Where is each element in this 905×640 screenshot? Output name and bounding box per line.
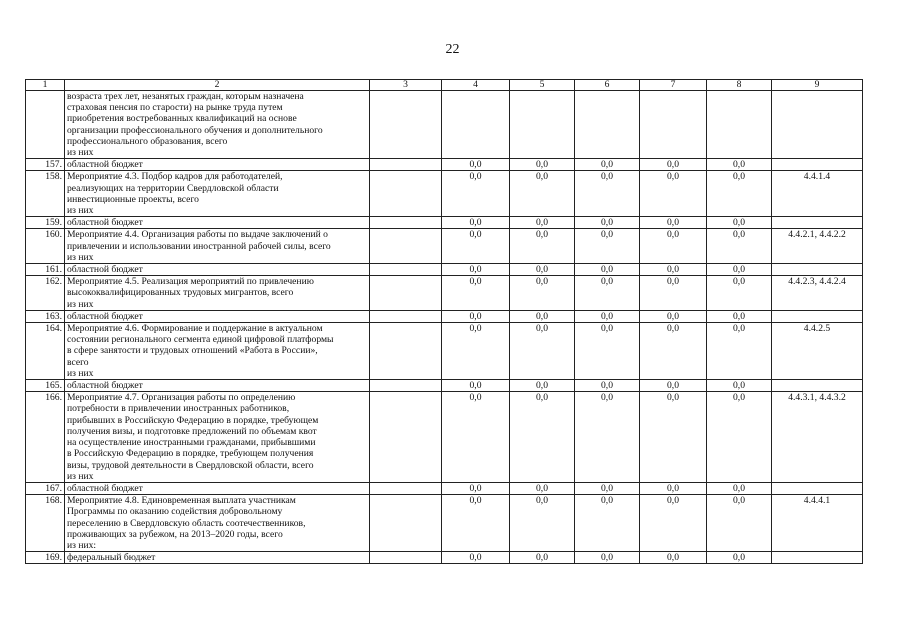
column-7-cell: 0,0 [640,323,707,380]
column-4-cell: 0,0 [442,229,510,264]
column-6-cell: 0,0 [575,159,640,171]
column-6-cell: 0,0 [575,323,640,380]
column-3-cell [370,91,442,159]
row-number-cell: 158. [26,171,65,217]
column-6-cell: 0,0 [575,495,640,552]
code-cell [772,552,863,564]
table-row [26,482,863,494]
column-5-cell: 0,0 [510,323,575,380]
row-number-cell: 165. [26,380,65,392]
column-8-cell: 0,0 [707,159,772,171]
code-cell [772,217,863,229]
column-5-cell [510,91,575,159]
header-cell: 7 [640,80,707,91]
column-4-cell: 0,0 [442,310,510,322]
description-cell: областной бюджет [65,217,370,229]
table-row [26,264,863,276]
column-6-cell: 0,0 [575,171,640,217]
column-7-cell: 0,0 [640,159,707,171]
table-row [26,495,863,552]
code-cell: 4.4.2.1, 4.4.2.2 [772,229,863,264]
column-8-cell: 0,0 [707,392,772,483]
column-4-cell: 0,0 [442,264,510,276]
column-8-cell: 0,0 [707,229,772,264]
row-number-cell: 164. [26,323,65,380]
column-4-cell: 0,0 [442,217,510,229]
table-row [26,229,863,264]
column-5-cell: 0,0 [510,159,575,171]
header-cell: 5 [510,80,575,91]
table-row [26,276,863,311]
column-4-cell: 0,0 [442,392,510,483]
column-8-cell: 0,0 [707,495,772,552]
table-row [26,323,863,380]
table-row [26,310,863,322]
column-4-cell: 0,0 [442,323,510,380]
column-4-cell: 0,0 [442,482,510,494]
column-5-cell: 0,0 [510,552,575,564]
row-number-cell: 168. [26,495,65,552]
column-8-cell: 0,0 [707,552,772,564]
column-5-cell: 0,0 [510,482,575,494]
column-6-cell: 0,0 [575,229,640,264]
description-cell: возраста трех лет, незанятых граждан, которым назначена страховая пенсия по старости) на рынке труда путем приобретения востребованных квалификаций на основе организации профессионального обучения и дополнительного профессионального образования, всего из них [65,91,370,159]
column-5-cell: 0,0 [510,229,575,264]
table-row [26,91,863,159]
column-3-cell [370,392,442,483]
code-cell [772,264,863,276]
description-cell: областной бюджет [65,159,370,171]
code-cell: 4.4.2.5 [772,323,863,380]
column-7-cell [640,91,707,159]
column-3-cell [370,310,442,322]
column-7-cell: 0,0 [640,482,707,494]
column-4-cell: 0,0 [442,159,510,171]
column-3-cell [370,380,442,392]
column-7-cell: 0,0 [640,552,707,564]
column-3-cell [370,217,442,229]
row-number-cell: 160. [26,229,65,264]
row-number-cell: 167. [26,482,65,494]
column-7-cell: 0,0 [640,276,707,311]
description-cell: Мероприятие 4.6. Формирование и поддержание в актуальном состоянии регионального сегмента единой цифровой платформы в сфере занятости и трудовых отношений «Работа в России», всего из них [65,323,370,380]
column-5-cell: 0,0 [510,380,575,392]
header-cell: 8 [707,80,772,91]
column-6-cell: 0,0 [575,392,640,483]
column-8-cell: 0,0 [707,323,772,380]
description-cell: Мероприятие 4.3. Подбор кадров для работодателей, реализующих на территории Свердловской области инвестиционные проекты, всего из них [65,171,370,217]
description-cell: федеральный бюджет [65,552,370,564]
column-4-cell: 0,0 [442,380,510,392]
header-cell: 3 [370,80,442,91]
header-cell: 1 [26,80,65,91]
column-5-cell: 0,0 [510,310,575,322]
column-6-cell: 0,0 [575,276,640,311]
column-7-cell: 0,0 [640,217,707,229]
column-3-cell [370,323,442,380]
row-number-cell [26,91,65,159]
row-number-cell: 159. [26,217,65,229]
code-cell: 4.4.2.3, 4.4.2.4 [772,276,863,311]
column-7-cell: 0,0 [640,495,707,552]
code-cell: 4.4.4.1 [772,495,863,552]
column-5-cell: 0,0 [510,495,575,552]
column-4-cell: 0,0 [442,552,510,564]
row-number-cell: 166. [26,392,65,483]
column-3-cell [370,171,442,217]
page-number: 22 [445,42,460,57]
column-3-cell [370,264,442,276]
column-7-cell: 0,0 [640,310,707,322]
table-row [26,552,863,564]
column-3-cell [370,276,442,311]
column-3-cell [370,552,442,564]
description-cell: Мероприятие 4.7. Организация работы по определению потребности в привлечении иностранных работников, прибывших в Российскую Федерацию в порядке, требующем получения визы, и подготовке предложений по объемам квот на осуществление иностранными гражданами, прибывшими в Российскую Федерацию в порядке, требующем получения визы, трудовой деятельности в Свердловской области, всего из них [65,392,370,483]
column-6-cell: 0,0 [575,380,640,392]
description-cell: Мероприятие 4.8. Единовременная выплата участникам Программы по оказанию содействия добровольному переселению в Свердловскую область соотечественников, проживающих за рубежом, на 2013–2020 годы, всего из них: [65,495,370,552]
column-8-cell: 0,0 [707,276,772,311]
code-cell [772,91,863,159]
description-cell: областной бюджет [65,380,370,392]
column-3-cell [370,159,442,171]
column-6-cell: 0,0 [575,482,640,494]
row-number-cell: 162. [26,276,65,311]
description-cell: областной бюджет [65,264,370,276]
code-cell [772,482,863,494]
code-cell [772,310,863,322]
column-5-cell: 0,0 [510,276,575,311]
column-5-cell: 0,0 [510,171,575,217]
description-cell: Мероприятие 4.5. Реализация мероприятий по привлечению высококвалифицированных трудовых мигрантов, всего из них [65,276,370,311]
row-number-cell: 157. [26,159,65,171]
description-cell: областной бюджет [65,482,370,494]
code-cell: 4.4.1.4 [772,171,863,217]
column-5-cell: 0,0 [510,217,575,229]
code-cell: 4.4.3.1, 4.4.3.2 [772,392,863,483]
table-row [26,392,863,483]
column-7-cell: 0,0 [640,392,707,483]
column-8-cell: 0,0 [707,217,772,229]
row-number-cell: 163. [26,310,65,322]
column-4-cell [442,91,510,159]
column-8-cell: 0,0 [707,310,772,322]
column-8-cell: 0,0 [707,482,772,494]
table-row [26,380,863,392]
table-row [26,171,863,217]
column-3-cell [370,482,442,494]
column-8-cell: 0,0 [707,380,772,392]
column-7-cell: 0,0 [640,229,707,264]
row-number-cell: 161. [26,264,65,276]
header-cell: 6 [575,80,640,91]
header-row [26,80,863,91]
column-6-cell: 0,0 [575,217,640,229]
column-4-cell: 0,0 [442,276,510,311]
column-8-cell: 0,0 [707,171,772,217]
column-8-cell [707,91,772,159]
column-6-cell [575,91,640,159]
description-cell: областной бюджет [65,310,370,322]
column-6-cell: 0,0 [575,552,640,564]
column-8-cell: 0,0 [707,264,772,276]
row-number-cell: 169. [26,552,65,564]
column-5-cell: 0,0 [510,392,575,483]
column-4-cell: 0,0 [442,495,510,552]
description-cell: Мероприятие 4.4. Организация работы по выдаче заключений о привлечении и использовании иностранной рабочей силы, всего из них [65,229,370,264]
column-6-cell: 0,0 [575,264,640,276]
column-4-cell: 0,0 [442,171,510,217]
code-cell [772,380,863,392]
table-row [26,217,863,229]
code-cell [772,159,863,171]
header-cell: 9 [772,80,863,91]
column-7-cell: 0,0 [640,264,707,276]
column-7-cell: 0,0 [640,171,707,217]
header-cell: 2 [65,80,370,91]
column-6-cell: 0,0 [575,310,640,322]
column-7-cell: 0,0 [640,380,707,392]
budget-table [25,79,863,564]
header-cell: 4 [442,80,510,91]
column-3-cell [370,229,442,264]
column-3-cell [370,495,442,552]
column-5-cell: 0,0 [510,264,575,276]
table-row [26,159,863,171]
